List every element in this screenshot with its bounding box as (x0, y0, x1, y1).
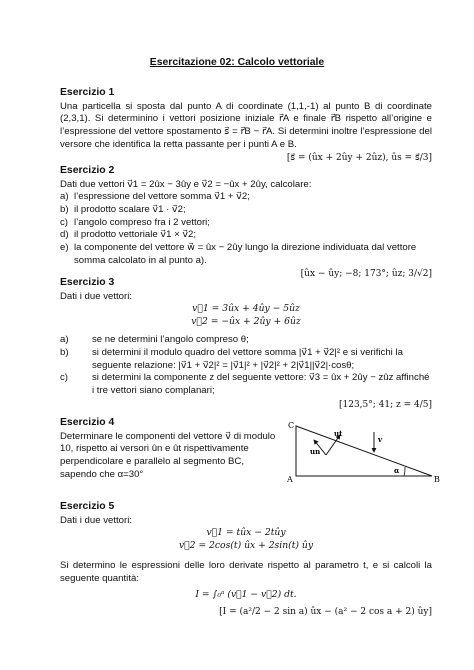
exercise-2-intro: Dati due vettori v⃗1 = 2ûx − 3ûy e v⃗2 = −ûx + 2ûy, calcolare: (60, 178, 312, 190)
list-item: e) la componente del vettore w⃗ = ûx − 2ûy lungo la direzione individuata dal vettore somma calcolato in al punto a). (60, 242, 417, 266)
list-item: a) se ne determini l’angolo compreso θ; (60, 334, 249, 346)
exercise-2 (60, 164, 432, 281)
label-a: A (287, 475, 293, 484)
triangle-figure (282, 418, 442, 486)
list-item: b) si determini il modulo quadro del vettore somma |v⃗1 + v⃗2|² e si verifichi la seguente relazione: |v⃗1 + v⃗2|² = |v⃗1|² + |v⃗2|² + 2|v⃗1||v⃗2|·cosθ; (60, 346, 403, 371)
exercise-3-eq1: v⃗1 = 3ûx + 4ûy − 5ûz (192, 303, 300, 315)
exercise-5-heading: Esercizio 5 (60, 501, 115, 512)
label-c: C (288, 421, 295, 430)
list-item: b) il prodotto scalare v⃗1 · v⃗2; (60, 204, 186, 216)
exercise-5-eq2: v⃗2 = 2cos(t) ûx + 2sin(t) ûy (178, 539, 314, 551)
exercise-2-heading: Esercizio 2 (60, 165, 115, 176)
list-item: c) l’angolo compreso fra i 2 vettori; (60, 216, 210, 228)
exercise-2-answer: [ûx − ûy; −8; 173°; ûz; 3/√2] (300, 269, 432, 280)
exercise-3-heading: Esercizio 3 (60, 277, 115, 288)
exercise-1-text: Una particella si sposta dal punto A di coordinate (1,1,-1) al punto B di coordinate (2,3,1). Si determinino i vettori posizione iniziale r⃗A e finale r⃗B rispetto all’origine e l’espressione del vettore spostamento s⃗ = r⃗B − r⃗A. Si determini inoltre l’espressione del versore che identifica la retta passante per i punti A e B. (60, 100, 432, 150)
list-item: d) il prodotto vettoriale v⃗1 × v⃗2; (60, 229, 197, 241)
exercise-2-list (60, 191, 432, 267)
exercise-3 (60, 276, 432, 411)
exercise-5 (60, 500, 432, 619)
exercise-1-answer: [s⃗ = (ûx + 2ûy + 2ûz), ûs = s⃗/3] (286, 153, 432, 164)
exercise-5-eq1: v⃗1 = tûx − 2tûy (206, 527, 286, 539)
exercise-5-eq3: I = ∫₀ᵃ (v⃗1 − v⃗2) dt. (195, 588, 297, 600)
exercise-5-answer: [I = (a²/2 − 2 sin a) ûx − (a² − 2 cos a + 2) ûy] (219, 606, 432, 617)
exercise-4-text: Determinare le componenti del vettore v⃗ di modulo 10, rispetto ai versori ûn e ût rispettivamente perpendicolare e parallelo al segmento BC, sapendo che α=30° (60, 430, 276, 480)
exercise-3-list (60, 334, 432, 397)
list-item: a) l’espressione del vettore somma v⃗1 + v⃗2; (60, 191, 250, 203)
exercise-4-heading: Esercizio 4 (60, 417, 115, 428)
exercise-3-answer: [123,5°; 41; z = 4/5] (338, 399, 432, 410)
exercise-5-intro: Dati i due vettori: (60, 514, 132, 526)
label-un: un (310, 447, 321, 456)
exercise-4 (60, 416, 280, 481)
exercise-5-text: Si determino le espressioni delle loro derivate rispetto al parametro t, e si calcoli la seguente quantità: (60, 560, 432, 584)
label-b: B (434, 475, 440, 484)
exercise-1 (60, 86, 432, 165)
alpha-arc (404, 467, 405, 476)
exercise-3-intro: Dati i due vettori: (60, 290, 132, 302)
label-alpha: α (394, 466, 400, 475)
exercise-3-eq2: v⃗2 = −ûx + 2ûy + 6ûz (191, 315, 301, 327)
document-title: Esercitazione 02: Calcolo vettoriale (149, 57, 325, 68)
exercise-1-heading: Esercizio 1 (60, 87, 115, 98)
label-v: v (378, 435, 383, 444)
label-ut: ut (334, 429, 343, 438)
list-item: c) si determini la componente z del seguente vettore: v⃗3 = ûx + 2ûy − zûz affinché i tre vettori siano complanari; (60, 372, 430, 396)
